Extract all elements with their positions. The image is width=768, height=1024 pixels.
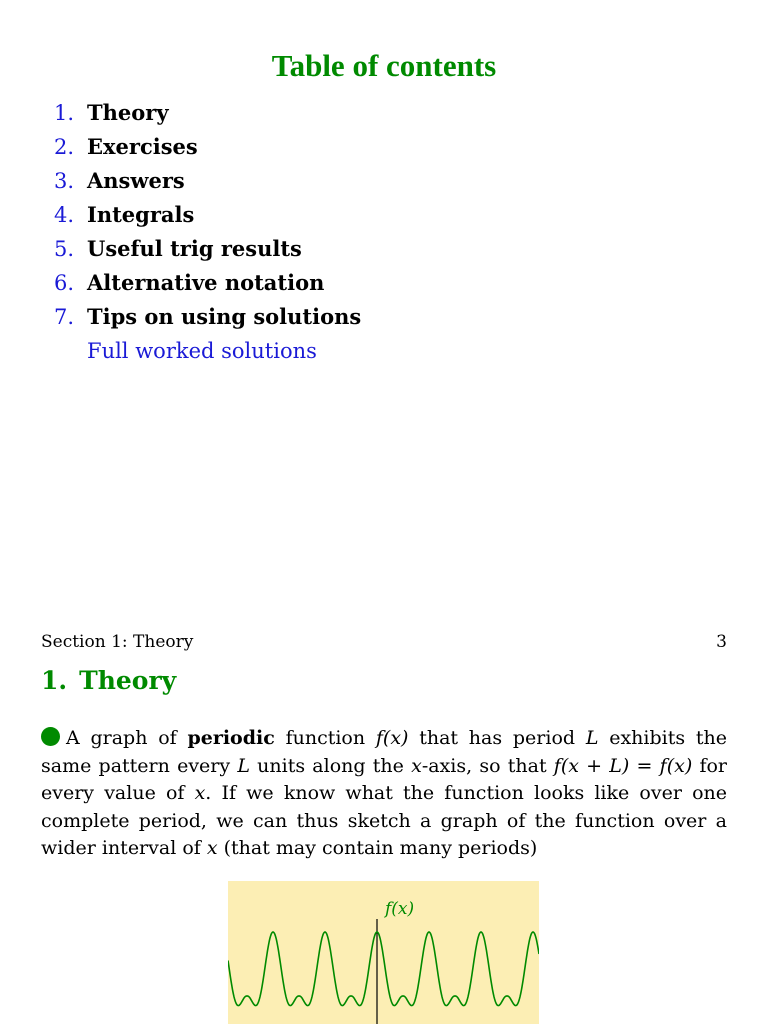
text-run: that has period (408, 727, 586, 749)
toc-item-label: Exercises (87, 134, 198, 159)
running-head (41, 631, 727, 653)
math-variable: x (194, 782, 206, 804)
bold-term: periodic (187, 727, 275, 749)
math-variable: L (237, 754, 250, 777)
math-equation: f(x + L) = f(x) (553, 754, 693, 777)
text-run: . If we know what the function looks like over one complete period, we can thus sketch a graph of the function over a wider interval of (41, 782, 727, 859)
periodic-function-plot (228, 881, 539, 1024)
running-head-section: Section 1: Theory (41, 632, 194, 652)
text-run: A graph of (66, 727, 188, 749)
text-run: -axis, so that (421, 754, 554, 777)
periodic-function-figure (228, 881, 539, 1024)
toc-item-theory[interactable] (54, 96, 361, 130)
body-paragraph (41, 725, 727, 863)
toc-item-useful-trig-results[interactable] (54, 232, 361, 266)
toc-title: Table of contents (271, 48, 497, 83)
toc-item-label: Answers (87, 168, 185, 193)
text-run: for every value of (41, 754, 727, 804)
toc-item-alternative-notation[interactable] (54, 266, 361, 300)
math-variable: L (585, 727, 599, 749)
toc-item-answers[interactable] (54, 164, 361, 198)
toc-item-label: Alternative notation (87, 270, 325, 295)
toc-item-tips-on-using-solutions[interactable] (54, 300, 361, 334)
section-title: Theory (79, 666, 177, 695)
text-run: exhibits the same pattern every (41, 727, 727, 777)
section-heading (41, 664, 176, 698)
text-run: function (274, 727, 376, 749)
toc-item-label: Tips on using solutions (87, 304, 362, 329)
bullet-icon (41, 727, 60, 746)
toc-item-label: Useful trig results (87, 236, 302, 261)
text-run: (that may contain many periods) (217, 837, 538, 859)
toc-list (54, 96, 361, 368)
toc-link-label: Full worked solutions (87, 339, 317, 363)
toc-item-label: Theory (87, 100, 169, 125)
toc-item-number: 3. (54, 169, 75, 193)
math-expression: f(x) (375, 727, 409, 749)
text-run: units along the (249, 754, 412, 777)
toc-link-full-worked-solutions[interactable] (54, 334, 361, 368)
section-number: 1. (41, 666, 68, 695)
toc-item-number: 4. (54, 203, 75, 227)
math-variable: x (206, 837, 218, 859)
toc-item-number: 7. (54, 305, 75, 329)
toc-item-number: 1. (54, 101, 75, 125)
math-variable: x (411, 754, 422, 777)
toc-item-number: 6. (54, 271, 75, 295)
toc-item-number: 5. (54, 237, 75, 261)
toc-item-exercises[interactable] (54, 130, 361, 164)
page-number: 3 (716, 632, 727, 652)
figure-axis-label: f(x) (385, 899, 415, 919)
toc-item-integrals[interactable] (54, 198, 361, 232)
toc-item-label: Integrals (87, 202, 195, 227)
toc-item-number: 2. (54, 135, 75, 159)
periodic-curve (228, 932, 539, 1006)
